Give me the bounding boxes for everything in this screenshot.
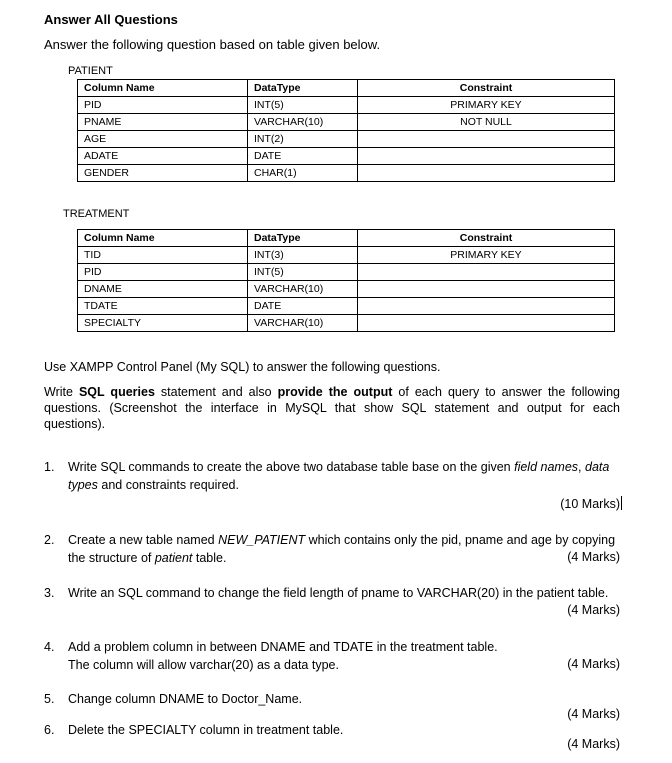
text-run-italic: patient (154, 551, 193, 565)
table-row (78, 148, 615, 165)
question-6-marks: (4 Marks) (567, 737, 620, 751)
header-datatype: DataType (248, 230, 358, 247)
sql-instruction (44, 384, 620, 432)
table-cell: VARCHAR(10) (248, 281, 358, 298)
question-number: 5. (44, 692, 55, 706)
question-text: Write an SQL command to change the field length of pname to VARCHAR(20) in the patient table. (68, 586, 609, 600)
table-cell: INT(5) (248, 264, 358, 281)
table-cell: INT(5) (248, 97, 358, 114)
table-cell (358, 298, 615, 315)
question-3-marks: (4 Marks) (567, 603, 620, 617)
table-cell: GENDER (78, 165, 248, 182)
table-row (78, 114, 615, 131)
table-row (78, 298, 615, 315)
text-run: Write SQL commands to create the above two database table base on the given (68, 460, 515, 474)
table-header-row (78, 80, 615, 97)
table-cell: VARCHAR(10) (248, 114, 358, 131)
table-cell: TID (78, 247, 248, 264)
table-cell: DATE (248, 148, 358, 165)
patient-table-label: PATIENT (68, 65, 113, 77)
table-cell: DATE (248, 298, 358, 315)
text-cursor (621, 496, 622, 510)
question-number: 1. (44, 460, 55, 474)
table-cell: INT(2) (248, 131, 358, 148)
instruction-text: of each query to answer the following questions. (Screenshot the interface in MySQL that show SQL statement and output for each questions). (44, 385, 620, 431)
table-cell (358, 315, 615, 332)
table-cell: AGE (78, 131, 248, 148)
instruction-bold-sql: SQL queries (78, 385, 155, 399)
question-5-marks: (4 Marks) (567, 707, 620, 721)
question-text (68, 638, 518, 674)
marks-label: (10 Marks) (560, 497, 620, 511)
table-cell: PID (78, 97, 248, 114)
question-text: Delete the SPECIALTY column in treatment table. (68, 723, 344, 737)
table-cell: DNAME (78, 281, 248, 298)
question-1-marks (560, 496, 622, 511)
table-cell (358, 165, 615, 182)
table-cell (358, 131, 615, 148)
table-row (78, 315, 615, 332)
table-cell: INT(3) (248, 247, 358, 264)
table-cell: ADATE (78, 148, 248, 165)
table-header-row (78, 230, 615, 247)
question-number: 4. (44, 640, 55, 654)
text-run: table. (192, 551, 227, 565)
instruction-bold-output: provide the output (277, 385, 393, 399)
xampp-instruction: Use XAMPP Control Panel (My SQL) to answer the following questions. (44, 360, 441, 374)
table-cell: CHAR(1) (248, 165, 358, 182)
header-column-name: Column Name (78, 80, 248, 97)
question-number: 6. (44, 723, 55, 737)
header-constraint: Constraint (358, 80, 615, 97)
header-datatype: DataType (248, 80, 358, 97)
treatment-table-label: TREATMENT (63, 208, 130, 220)
text-run: Create a new table named (68, 533, 219, 547)
table-row (78, 247, 615, 264)
question-2-marks: (4 Marks) (567, 550, 620, 564)
table-cell: PRIMARY KEY (358, 97, 615, 114)
page-heading: Answer All Questions (44, 12, 178, 27)
question-number: 3. (44, 586, 55, 600)
table-row (78, 97, 615, 114)
text-run-italic: NEW_PATIENT (218, 533, 306, 547)
instruction-text: Write (44, 385, 79, 399)
text-run-italic: field names (514, 460, 579, 474)
patient-table (77, 79, 615, 182)
text-run: which contains only the pid, pname and age by copying the structure of (68, 533, 616, 565)
table-cell (358, 148, 615, 165)
intro-text: Answer the following question based on table given below. (44, 37, 381, 52)
header-column-name: Column Name (78, 230, 248, 247)
table-row (78, 165, 615, 182)
table-cell: VARCHAR(10) (248, 315, 358, 332)
text-run: , (578, 460, 585, 474)
text-run-italic: data types (68, 460, 610, 492)
question-number: 2. (44, 533, 55, 547)
question-text: Change column DNAME to Doctor_Name. (68, 692, 303, 706)
table-cell: PRIMARY KEY (358, 247, 615, 264)
table-row (78, 264, 615, 281)
table-cell: TDATE (78, 298, 248, 315)
question-text (68, 458, 620, 494)
text-run: Add a problem column in between DNAME and TDATE in the treatment table. The column will allow varchar(20) as a data type. (68, 640, 498, 672)
table-cell (358, 264, 615, 281)
treatment-table (77, 229, 615, 332)
table-cell: SPECIALTY (78, 315, 248, 332)
question-4-marks: (4 Marks) (567, 657, 620, 671)
table-cell: PID (78, 264, 248, 281)
header-constraint: Constraint (358, 230, 615, 247)
table-row (78, 281, 615, 298)
table-row (78, 131, 615, 148)
table-cell: NOT NULL (358, 114, 615, 131)
instruction-text: statement and also (154, 385, 278, 399)
table-cell: PNAME (78, 114, 248, 131)
text-run: and constraints required. (97, 478, 239, 492)
question-text (68, 531, 620, 567)
table-cell (358, 281, 615, 298)
